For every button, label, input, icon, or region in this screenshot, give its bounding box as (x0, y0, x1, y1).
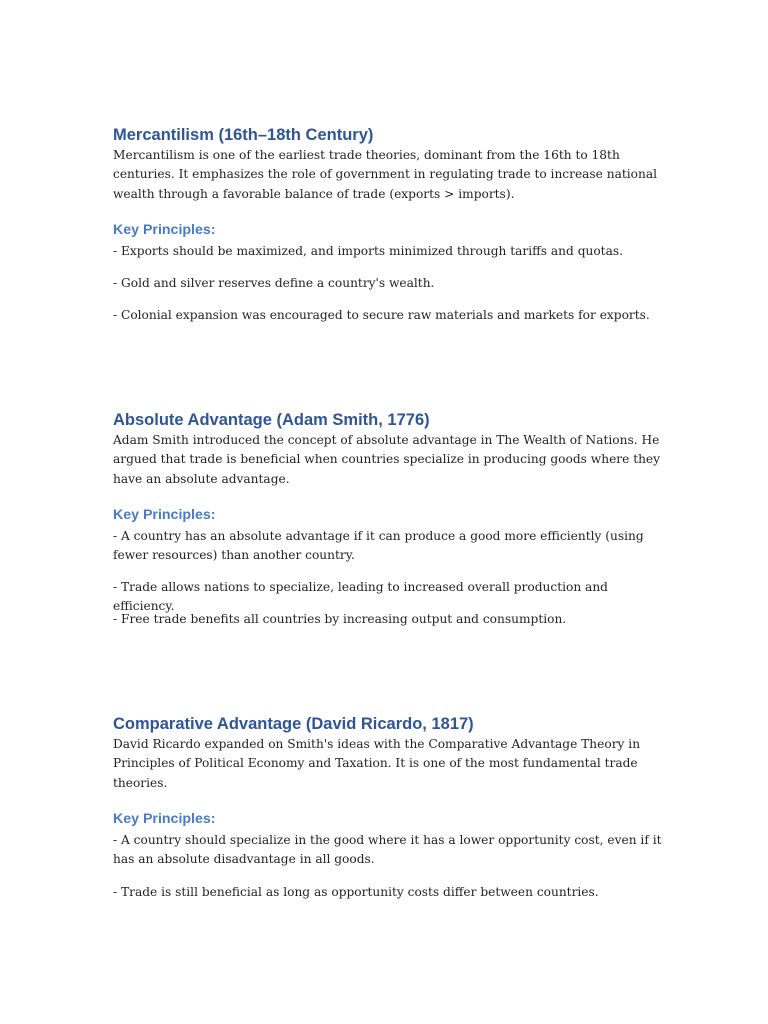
bullet-item: - A country should specialize in the good where it has a lower opportunity cost, even if it has an absolute disadvantage in all goods. (113, 833, 662, 867)
section-intro: David Ricardo expanded on Smith's ideas with the Comparative Advantage Theory in Principles of Political Economy and Taxation. It is one of the most fundamental trade theories. (113, 737, 641, 790)
section-heading: Mercantilism (16th–18th Century) (113, 126, 374, 144)
bullet-item: - Exports should be maximized, and imports minimized through tariffs and quotas. (113, 244, 623, 258)
bullet-item: - A country has an absolute advantage if it can produce a good more efficiently (using fewer resources) than another country. (113, 529, 644, 563)
bullet-item: - Gold and silver reserves define a country's wealth. (113, 276, 435, 290)
section-heading: Absolute Advantage (Adam Smith, 1776) (113, 411, 430, 429)
bullet-item: - Colonial expansion was encouraged to secure raw materials and markets for exports. (113, 308, 650, 322)
section-mercantilism (113, 124, 663, 322)
section-intro: Mercantilism is one of the earliest trade theories, dominant from the 16th to 18th centuries. It emphasizes the role of government in regulating trade to increase national wealth through a favorable balance of trade (exports > imports). (113, 148, 658, 201)
bullet-item: - Free trade benefits all countries by increasing output and consumption. (113, 612, 567, 626)
section-intro: Adam Smith introduced the concept of absolute advantage in The Wealth of Nations. He argued that trade is beneficial when countries specialize in producing goods where they have an absolute advantage. (113, 433, 661, 486)
key-principles-label: Key Principles: (113, 811, 216, 827)
bullet-item: - Trade allows nations to specialize, leading to increased overall production and efficiency. (113, 580, 608, 614)
section-heading: Comparative Advantage (David Ricardo, 1817) (113, 715, 474, 733)
key-principles-label: Key Principles: (113, 507, 216, 523)
section-absolute-advantage (113, 409, 663, 626)
bullet-item: - Trade is still beneficial as long as opportunity costs differ between countries. (113, 885, 599, 899)
section-comparative-advantage (113, 713, 663, 899)
key-principles-label: Key Principles: (113, 222, 216, 238)
